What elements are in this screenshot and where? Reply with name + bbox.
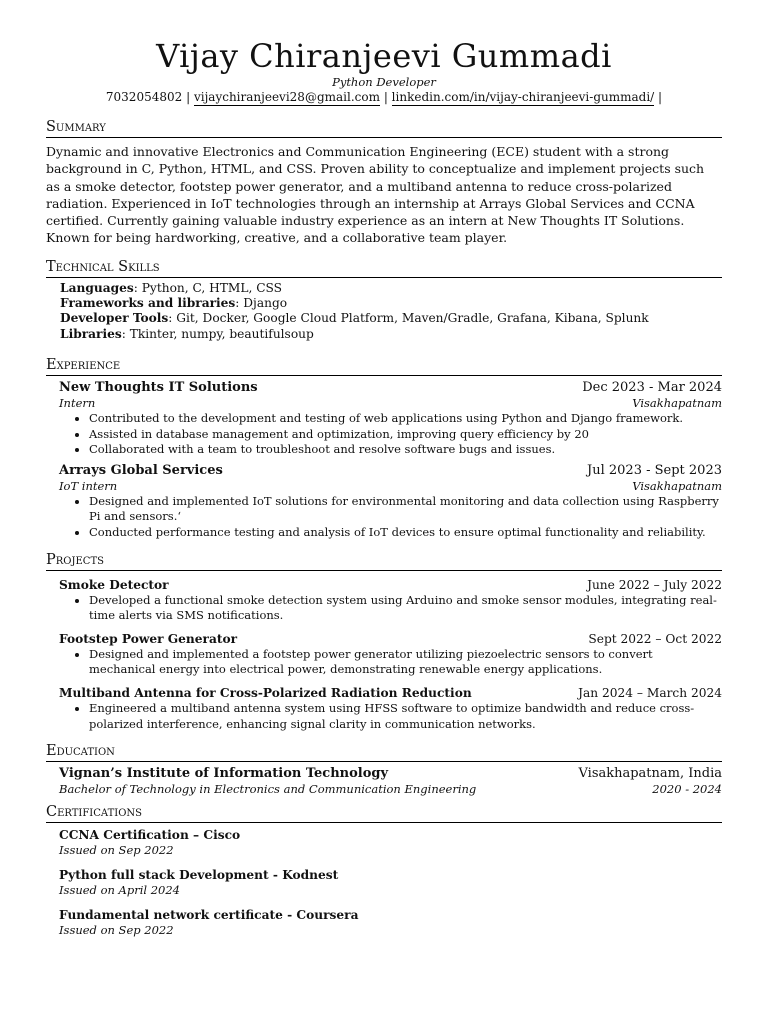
section-title-projects: Projects <box>46 551 722 571</box>
certification-item <box>59 827 722 858</box>
degree: Bachelor of Technology in Electronics and Communication Engineering <box>59 782 477 797</box>
certification-issued: Issued on Sep 2022 <box>59 843 174 858</box>
experience-section <box>46 356 722 541</box>
skill-label: Languages <box>60 280 134 295</box>
list-item: • Assisted in database management and optimization, improving query efficiency by 20 <box>89 427 722 443</box>
job-location: Visakhapatnam <box>632 478 722 493</box>
skill-row: Languages: Python, C, HTML, CSS <box>60 280 283 295</box>
company-name: New Thoughts IT Solutions <box>59 379 258 395</box>
section-title-certifications: Certifications <box>46 803 722 823</box>
job-location: Visakhapatnam <box>632 395 722 410</box>
project-bullets <box>59 701 722 732</box>
project-name: Multiband Antenna for Cross-Polarized Radiation Reduction <box>59 685 472 700</box>
candidate-name: Vijay Chiranjeevi Gummadi <box>156 37 612 75</box>
project-name: Footstep Power Generator <box>59 631 238 646</box>
skill-value: Git, Docker, Google Cloud Platform, Maven/Gradle, Grafana, Kibana, Splunk <box>176 311 649 326</box>
project-item <box>59 631 722 678</box>
certification-name: Python full stack Development - Kodnest <box>59 868 339 883</box>
list-item: • Conducted performance testing and analysis of IoT devices to ensure optimal functionality and reliability. <box>89 525 722 541</box>
separator: | <box>658 90 663 104</box>
project-item <box>59 577 722 624</box>
phone-number: 7032054802 <box>105 90 183 104</box>
project-name: Smoke Detector <box>59 577 169 592</box>
skill-row: Frameworks and libraries: Django <box>60 296 288 311</box>
certification-item <box>59 907 722 938</box>
certification-item <box>59 867 722 898</box>
projects-section <box>46 551 722 733</box>
list-item: • Contributed to the development and testing of web applications using Python and Django framework. <box>89 411 722 427</box>
certification-issued: Issued on April 2024 <box>59 883 181 898</box>
skills-section <box>46 258 722 342</box>
contact-line <box>46 89 722 106</box>
summary-section <box>46 118 722 247</box>
company-name: Arrays Global Services <box>59 462 223 478</box>
job-role: Intern <box>59 395 96 410</box>
experience-item <box>59 462 722 541</box>
separator: | <box>383 90 392 104</box>
section-title-experience: Experience <box>46 356 722 376</box>
project-dates: Jan 2024 – March 2024 <box>578 685 722 700</box>
certification-name: CCNA Certification – Cisco <box>59 828 241 843</box>
education-section <box>46 742 722 797</box>
project-dates: June 2022 – July 2022 <box>587 577 722 592</box>
candidate-role: Python Developer <box>332 75 436 89</box>
section-title-summary: Summary <box>46 118 722 138</box>
education-years: 2020 - 2024 <box>652 782 722 797</box>
certification-name: Fundamental network certificate - Coursera <box>59 908 359 923</box>
skills-list <box>60 281 722 342</box>
section-title-skills: Technical Skills <box>46 258 722 278</box>
experience-dates: Dec 2023 - Mar 2024 <box>582 379 722 395</box>
skill-value: Django <box>243 296 288 311</box>
list-item: • Developed a functional smoke detection system using Arduino and smoke sensor modules, integrating real-time alerts via SMS notifications. <box>89 593 722 624</box>
linkedin-link[interactable]: linkedin.com/in/vijay-chiranjeevi-gummadi/ <box>391 90 655 104</box>
project-item <box>59 685 722 732</box>
resume-header <box>46 36 722 106</box>
email-link[interactable]: vijaychiranjeevi28@gmail.com <box>193 90 380 104</box>
experience-bullets <box>59 494 722 541</box>
certification-issued: Issued on Sep 2022 <box>59 923 174 938</box>
list-item: • Collaborated with a team to troubleshoot and resolve software bugs and issues. <box>89 442 722 458</box>
certifications-section <box>46 803 722 938</box>
school-location: Visakhapatnam, India <box>578 766 722 782</box>
skill-value: Python, C, HTML, CSS <box>141 280 283 295</box>
separator: | <box>186 90 194 104</box>
summary-text: Dynamic and innovative Electronics and Communication Engineering (ECE) student with a strong background in C, Python, HTML, and CSS. Proven ability to conceptualize and implement projects such as a smoke detector, footstep power generator, and a multiband antenna to reduce cross-polarized radiation. Experienced in IoT technologies through an internship at Arrays Global Services and CCNA certified. Currently gaining valuable industry experience as an intern at New Thoughts IT Solutions. Known for being hardworking, creative, and a collaborative team player. <box>46 144 705 246</box>
project-dates: Sept 2022 – Oct 2022 <box>588 631 722 646</box>
resume-page <box>46 36 722 938</box>
skill-row: Developer Tools: Git, Docker, Google Cloud Platform, Maven/Gradle, Grafana, Kibana, Splunk <box>60 311 649 326</box>
project-bullets <box>59 593 722 624</box>
job-role: IoT intern <box>59 478 118 493</box>
experience-bullets <box>59 411 722 458</box>
experience-item <box>59 379 722 458</box>
skill-value: Tkinter, numpy, beautifulsoup <box>129 326 314 341</box>
skill-label: Libraries <box>60 326 122 341</box>
skill-label: Frameworks and libraries <box>60 296 236 311</box>
list-item: • Designed and implemented IoT solutions for environmental monitoring and data collection using Raspberry Pi and sensors.‘ <box>89 494 722 525</box>
experience-dates: Jul 2023 - Sept 2023 <box>587 462 722 478</box>
project-bullets <box>59 647 722 678</box>
section-title-education: Education <box>46 742 722 762</box>
list-item: • Designed and implemented a footstep power generator utilizing piezoelectric sensors to convert mechanical energy into electrical power, demonstrating renewable energy applications. <box>89 647 722 678</box>
skill-row: Libraries: Tkinter, numpy, beautifulsoup <box>60 326 314 341</box>
list-item: • Engineered a multiband antenna system using HFSS software to optimize bandwidth and reduce cross-polarized interference, enhancing signal clarity in communication networks. <box>89 701 722 732</box>
school-name: Vignan’s Institute of Information Technology <box>59 766 389 782</box>
education-item <box>59 765 722 797</box>
skill-label: Developer Tools <box>60 311 169 326</box>
